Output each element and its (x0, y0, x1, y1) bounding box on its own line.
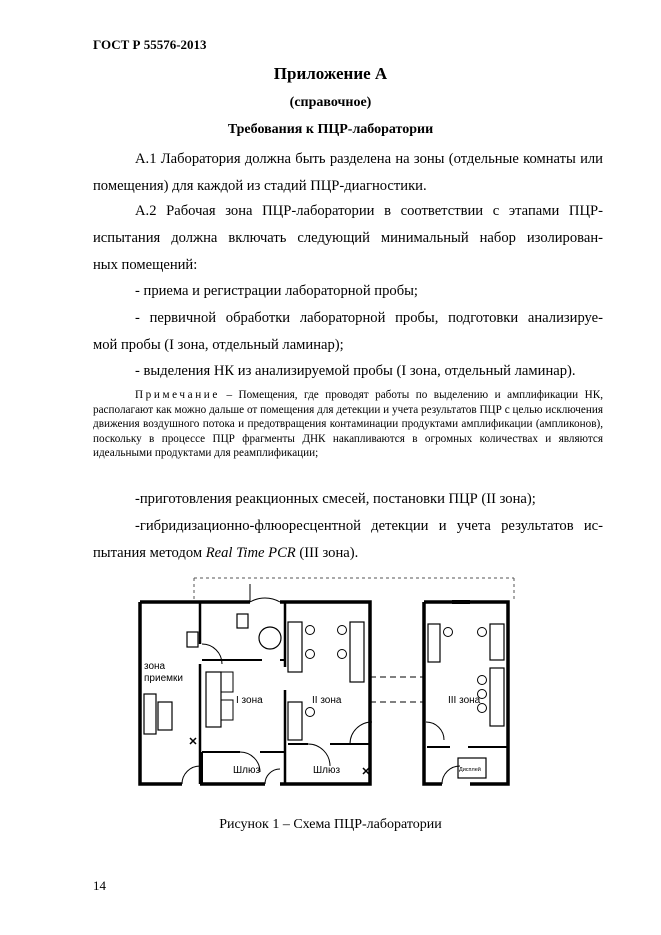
list-item-primary-line2: мой пробы (I зона, отдельный ламинар); (93, 337, 344, 353)
paragraph-a1 (93, 146, 603, 200)
paragraph-a2-line3: ных помещений: (93, 257, 198, 273)
paragraph-a1-text: А.1 Лаборатория должна быть разделена на зоны (отдельные комнаты или помещения) для каждой из стадий ПЦР-диагностики. (93, 151, 603, 194)
note-block (93, 388, 603, 461)
label-airlock-1: Шлюз (233, 765, 261, 776)
list-item-pcr-setup: -приготовления реакционных смесей, постановки ПЦР (II зона); (135, 491, 536, 507)
lab-floor-plan (130, 572, 530, 802)
label-zone1: I зона (236, 695, 263, 706)
appendix-status: (справочное) (289, 95, 372, 110)
label-zone3: III зона (448, 695, 481, 706)
detection-line2-post: (III зона). (295, 545, 359, 561)
appendix-title: Приложение А (273, 64, 388, 83)
paragraph-a2-line1-text: А.2 Рабочая зона ПЦР-лаборатории в соответствии с этапами ПЦР- (135, 203, 603, 219)
label-airlock-2: Шлюз (313, 765, 341, 776)
note-text: – Помещения, где проводят работы по выделению и амплификации НК, располагают как можно дальше от помещения для детекции и учета результатов ПЦР с целью исключения движения воздушного потока и предотвращения контаминации продуктами амплификации (ампликонов), поскольку в процессе ПЦР фрагменты ДНК накапливаются в огромных количествах и являются идеальными продуктами для реамплификации; (93, 389, 603, 459)
list-item-extraction: - выделения НК из анализируемой пробы (I зона, отдельный ламинар). (135, 363, 576, 379)
document-code: ГОСТ Р 55576-2013 (93, 37, 207, 52)
appendix-heading: Требования к ПЦР-лаборатории (227, 122, 434, 137)
label-device: Дисплей (459, 767, 481, 773)
page-number: 14 (93, 878, 106, 893)
label-reception-1: зона (144, 661, 166, 672)
list-item-detection-line1: -гибридизационно-флюоресцентной детекции и учета результатов ис- (135, 518, 603, 534)
paragraph-a2-line2: испытания должна включать следующий минимальный набор изолирован- (93, 230, 603, 246)
paragraph-a2-line1 (93, 198, 603, 225)
note-lead: Примечание (135, 389, 220, 401)
detection-line2-pre: пытания методом (93, 545, 206, 561)
detection-method-name: Real Time PCR (205, 545, 296, 561)
figure-caption: Рисунок 1 – Схема ПЦР-лаборатории (219, 817, 442, 832)
label-reception-2: приемки (144, 673, 183, 684)
list-item-detection-line2 (93, 540, 603, 567)
label-zone2: II зона (312, 695, 342, 706)
list-item-reception: - приема и регистрации лабораторной пробы; (135, 283, 418, 299)
list-item-primary-line1: - первичной обработки лабораторной пробы, подготовки анализируе- (135, 310, 603, 326)
